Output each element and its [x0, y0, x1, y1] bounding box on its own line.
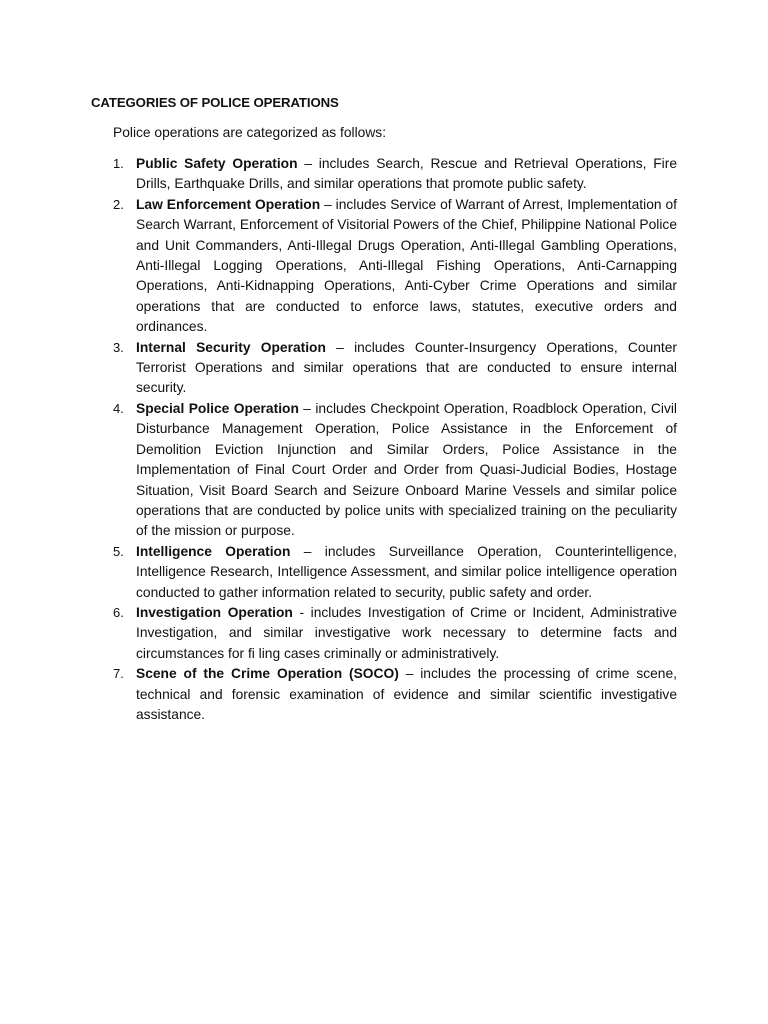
- list-item-number: 1.: [113, 156, 124, 171]
- operation-description: – includes Search, Rescue and Retrieval Operations, Fire Drills, Earthquake Drills, and similar operations that promote public safety.: [136, 156, 677, 192]
- list-item: [113, 603, 677, 664]
- operation-description: – includes the processing of crime scene, technical and forensic examination of evidence and similar scientific investigative assistance.: [136, 666, 677, 722]
- list-item-number: 5.: [113, 543, 124, 559]
- operation-title: Investigation Operation: [136, 604, 293, 620]
- operation-description: - includes Investigation of Crime or Incident, Administrative Investigation, and similar investigative work necessary to determine facts and circumstances for fi ling cases criminally or administratively.: [136, 604, 677, 661]
- list-item: [113, 154, 677, 195]
- list-item: [113, 542, 677, 603]
- list-item: [113, 338, 677, 399]
- list-item-number: 7.: [113, 666, 124, 682]
- list-item: [113, 664, 677, 725]
- operation-description: – includes Service of Warrant of Arrest, Implementation of Search Warrant, Enforcement of Visitorial Powers of the Chief, Philippine National Police and Unit Commanders, Anti-Illegal Drugs Operation, Anti-Illegal Gambling Operations, Anti-Illegal Logging Operations, Anti-Illegal Fishing Operations, Anti-Carnapping Operations, Anti-Kidnapping Operations, Anti-Cyber Crime Operations and similar operations that are conducted to enforce laws, statutes, executive orders and ordinances.: [136, 196, 677, 335]
- operations-list: [113, 154, 677, 725]
- operation-description: – includes Surveillance Operation, Counterintelligence, Intelligence Research, Intelligence Assessment, and similar police intelligence operation conducted to gather information related to security, public safety and order.: [136, 543, 677, 600]
- operation-description: – includes Counter-Insurgency Operations, Counter Terrorist Operations and similar operations that are conducted to ensure internal security.: [136, 339, 677, 396]
- operation-title: Internal Security Operation: [136, 339, 326, 355]
- operation-description: – includes Checkpoint Operation, Roadblock Operation, Civil Disturbance Management Operation, Police Assistance in the Enforcement of Demolition Eviction Injunction and Similar Orders, Police Assistance in the Implementation of Final Court Order and Order from Quasi-Judicial Bodies, Hostage Situation, Visit Board Search and Seizure Onboard Marine Vessels and similar police operations that are conducted by police units with specialized training on the peculiarity of the mission or purpose.: [136, 400, 677, 539]
- operation-title: Special Police Operation: [136, 400, 299, 416]
- list-item-number: 4.: [113, 400, 124, 416]
- intro-paragraph: Police operations are categorized as follows:: [113, 125, 387, 140]
- list-item: [113, 399, 677, 542]
- list-item-number: 6.: [113, 604, 124, 620]
- list-item-number: 3.: [113, 339, 124, 355]
- operation-title: Public Safety Operation: [136, 156, 298, 171]
- document-heading: CATEGORIES OF POLICE OPERATIONS: [91, 95, 339, 110]
- operation-title: Law Enforcement Operation: [136, 196, 321, 212]
- operation-title: Intelligence Operation: [136, 543, 291, 559]
- list-item: [113, 195, 677, 338]
- operation-title: Scene of the Crime Operation (SOCO): [136, 666, 399, 682]
- list-item-number: 2.: [113, 196, 124, 212]
